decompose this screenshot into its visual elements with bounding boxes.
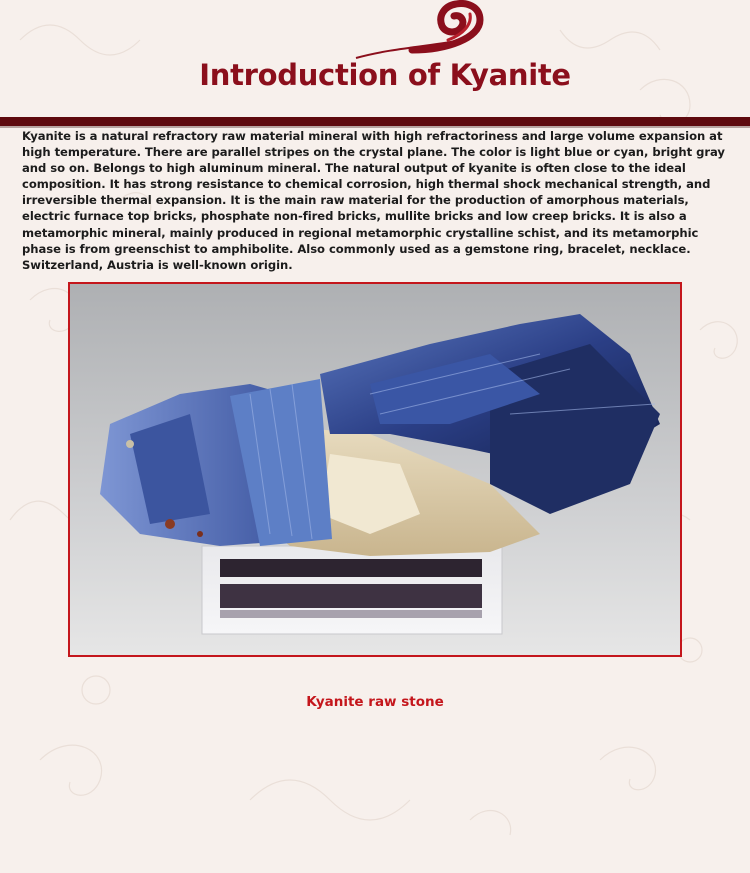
- kyanite-stone-illustration: [70, 284, 680, 655]
- title-divider: [0, 117, 750, 126]
- page-title: Introduction of Kyanite: [199, 58, 571, 92]
- intro-paragraph: Kyanite is a natural refractory raw material mineral with high refractoriness and large volume expansion at high temperature. There are parallel stripes on the crystal plane. The color is light blue or cyan, bright gray and so on. Belongs to high aluminum mineral. The natural output of kyanite is often close to the ideal composition. It has strong resistance to chemical corrosion, high thermal shock mechanical strength, and irreversible thermal expansion. It is the main raw material for the production of amorphous materials, electric furnace top bricks, phosphate non-fired bricks, mullite bricks and low creep bricks. It is also a metamorphic mineral, mainly produced in regional metamorphic crystalline schist, and its metamorphic phase is from greenschist to amphibolite. Also commonly used as a gemstone ring, bracelet, necklace. Switzerland, Austria is well-known origin.: [22, 129, 725, 272]
- kyanite-photo: [68, 282, 682, 657]
- spiral-swirl-icon: [352, 0, 484, 62]
- photo-caption: Kyanite raw stone: [306, 694, 444, 710]
